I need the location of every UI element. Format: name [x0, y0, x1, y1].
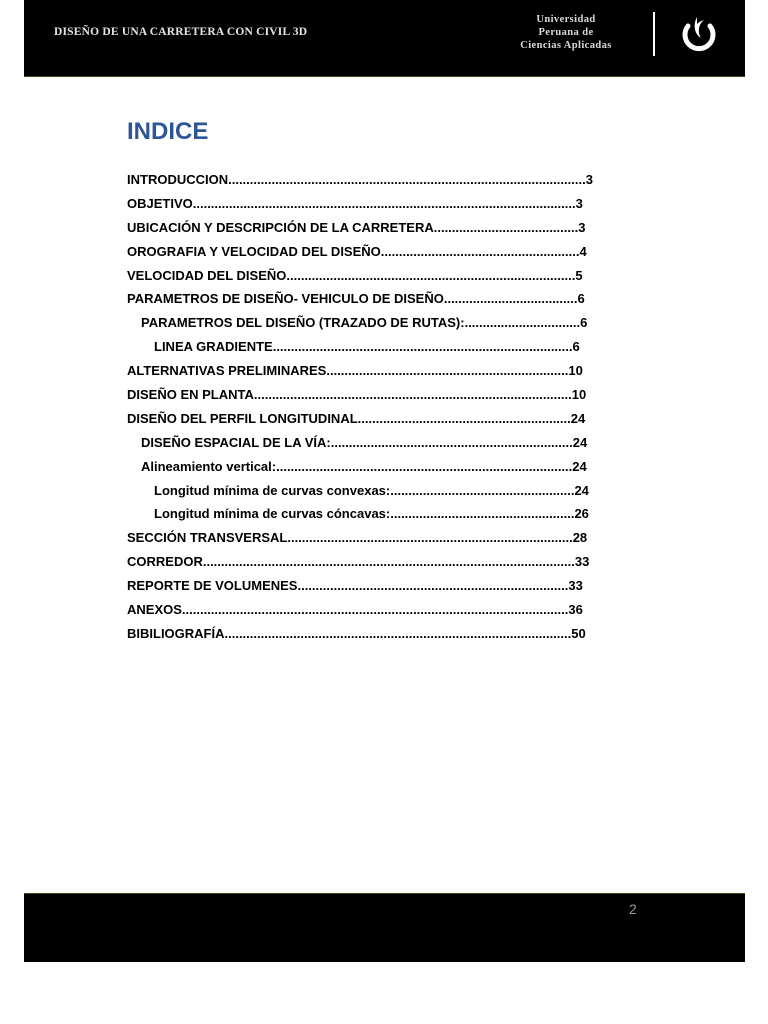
toc-line [127, 291, 585, 307]
toc-page-number: 3 [575, 195, 583, 211]
toc-line [127, 363, 583, 379]
toc-entry-title: DISEÑO DEL PERFIL LONGITUDINAL [127, 410, 358, 426]
toc-dot-leader: ........................................................................................................... [181, 602, 569, 618]
toc-line [141, 435, 587, 451]
toc-line [154, 506, 589, 522]
toc-dot-leader: ........................................................................................ [253, 387, 572, 403]
toc-dot-leader: ................................................................................................ [224, 625, 572, 641]
university-line: Universidad [536, 14, 596, 25]
toc-entry[interactable] [127, 339, 647, 363]
toc-entry[interactable] [127, 244, 647, 268]
toc-entry[interactable] [127, 268, 647, 292]
toc-line [141, 459, 587, 475]
toc-page-number: 6 [577, 291, 585, 307]
toc-entry-title: OROGRAFIA Y VELOCIDAD DEL DISEÑO [127, 243, 381, 259]
toc-line [127, 387, 586, 403]
toc-entry-title: PARAMETROS DE DISEÑO- VEHICULO DE DISEÑO [127, 291, 444, 307]
table-of-contents [127, 172, 647, 650]
toc-line [127, 172, 593, 188]
toc-entry[interactable] [127, 506, 647, 530]
toc-page-number: 3 [585, 172, 593, 187]
toc-entry-title: DISEÑO EN PLANTA [127, 387, 254, 403]
toc-page-number: 28 [572, 530, 588, 546]
toc-entry[interactable] [127, 196, 647, 220]
toc-dot-leader: ................................................... [390, 506, 575, 522]
toc-page-number: 6 [572, 339, 580, 355]
toc-dot-leader: .................................................................................. [276, 458, 573, 474]
toc-dot-leader: ....................................................................................................... [202, 554, 575, 570]
toc-entry[interactable] [127, 483, 647, 507]
toc-dot-leader: ................................................................................ [286, 267, 576, 283]
toc-entry-title: Longitud mínima de curvas convexas: [154, 482, 391, 498]
toc-line [127, 578, 583, 594]
page-footer [24, 893, 745, 962]
toc-page-number: 5 [575, 267, 583, 283]
toc-dot-leader: ........................................................................... [297, 578, 569, 594]
page-number: 2 [629, 901, 637, 917]
toc-page-number: 24 [572, 458, 587, 474]
toc-entry-title: ANEXOS [127, 602, 182, 618]
upc-logo-icon [680, 14, 718, 52]
toc-entry[interactable] [127, 411, 647, 435]
toc-page-number: 24 [574, 482, 589, 498]
toc-entry-title: REPORTE DE VOLUMENES [127, 578, 298, 594]
toc-dot-leader: ................................................................................................... [228, 172, 586, 187]
toc-entry-title: SECCIÓN TRANSVERSAL [127, 530, 288, 546]
toc-dot-leader: ................................ [464, 315, 581, 331]
toc-dot-leader: ................................................................... [326, 363, 569, 379]
toc-page-number: 10 [571, 387, 587, 403]
toc-entry[interactable] [127, 315, 647, 339]
toc-entry[interactable] [127, 387, 647, 411]
toc-line [127, 411, 585, 427]
toc-page-number: 24 [572, 434, 588, 450]
index-section [127, 118, 647, 650]
toc-entry-title: INTRODUCCION [127, 172, 229, 187]
toc-page-number: 33 [574, 554, 590, 570]
toc-page-number: 26 [574, 506, 589, 522]
page-title: INDICE [127, 118, 209, 145]
toc-entry[interactable] [127, 435, 647, 459]
toc-entry[interactable] [127, 220, 647, 244]
toc-entry-title: BIBILIOGRAFÍA [127, 625, 225, 641]
toc-line [127, 244, 587, 260]
toc-page-number: 4 [579, 243, 587, 259]
toc-dot-leader: ................................................... [390, 482, 575, 498]
toc-line [127, 196, 583, 212]
toc-entry-title: DISEÑO ESPACIAL DE LA VÍA: [141, 434, 331, 450]
toc-page-number: 36 [568, 602, 583, 618]
toc-line [127, 554, 589, 570]
toc-entry[interactable] [127, 602, 647, 626]
toc-dot-leader: .......................................................................................................... [192, 195, 576, 211]
toc-page-number: 3 [578, 219, 586, 235]
toc-entry[interactable] [127, 530, 647, 554]
toc-entry-title: UBICACIÓN Y DESCRIPCIÓN DE LA CARRETERA [127, 219, 434, 235]
toc-line [154, 483, 589, 499]
toc-entry-title: LINEA GRADIENTE [154, 339, 273, 355]
toc-entry[interactable] [127, 554, 647, 578]
toc-dot-leader: ................................................................................... [272, 339, 573, 355]
toc-line [141, 315, 587, 331]
toc-dot-leader: ..................................... [443, 291, 578, 307]
toc-page-number: 24 [570, 410, 586, 426]
toc-entry[interactable] [127, 626, 647, 650]
toc-entry-title: PARAMETROS DEL DISEÑO (TRAZADO DE RUTAS): [141, 315, 465, 331]
toc-page-number: 6 [580, 315, 588, 331]
header-divider [653, 12, 655, 56]
toc-entry-title: Longitud mínima de curvas cóncavas: [154, 506, 391, 522]
toc-page-number: 50 [571, 625, 586, 641]
university-line: Peruana de [538, 27, 594, 38]
toc-dot-leader: ........................................................... [357, 410, 571, 426]
toc-entry-title: VELOCIDAD DEL DISEÑO [127, 267, 287, 283]
toc-line [127, 626, 586, 642]
toc-entry-title: Alineamiento vertical: [141, 458, 277, 474]
toc-line [127, 220, 585, 236]
toc-entry-title: CORREDOR [127, 554, 203, 570]
toc-entry[interactable] [127, 291, 647, 315]
toc-page-number: 33 [568, 578, 583, 594]
toc-dot-leader: ....................................................... [380, 243, 580, 259]
university-name [502, 13, 630, 52]
toc-entry-title: OBJETIVO [127, 195, 193, 211]
toc-dot-leader: ............................................................................... [287, 530, 573, 546]
toc-entry[interactable] [127, 172, 647, 196]
university-line: Ciencias Aplicadas [520, 40, 612, 51]
toc-entry[interactable] [127, 363, 647, 387]
toc-page-number: 10 [568, 363, 583, 379]
toc-line [127, 602, 583, 618]
toc-entry[interactable] [127, 459, 647, 483]
toc-line [154, 339, 580, 355]
document-title: DISEÑO DE UNA CARRETERA CON CIVIL 3D [54, 26, 308, 38]
toc-line [127, 268, 583, 284]
toc-line [127, 530, 587, 546]
toc-entry-title: ALTERNATIVAS PRELIMINARES [127, 363, 327, 379]
toc-entry[interactable] [127, 578, 647, 602]
page-header [24, 0, 745, 77]
toc-dot-leader: ................................................................... [330, 434, 573, 450]
toc-dot-leader: ........................................ [433, 219, 579, 235]
